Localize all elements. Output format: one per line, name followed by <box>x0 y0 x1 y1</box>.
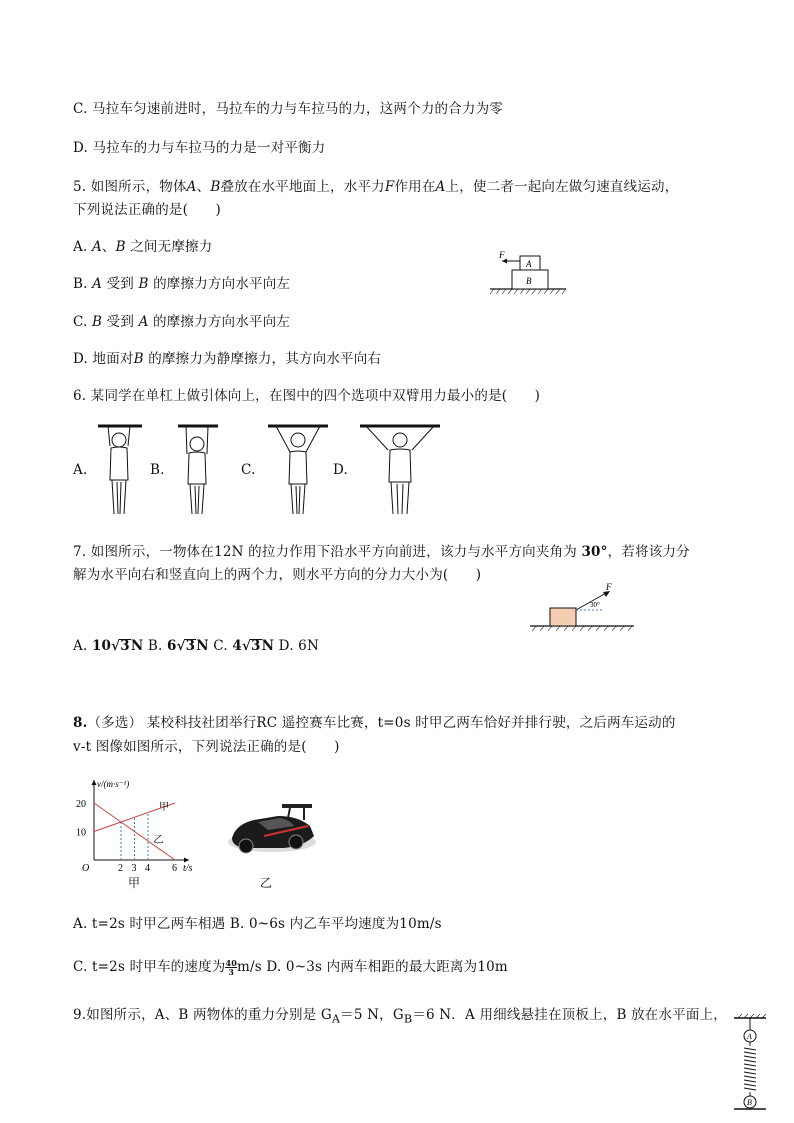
label-a: A <box>526 259 532 269</box>
label-b: B <box>526 276 532 286</box>
q6-label-a: A. <box>73 462 88 478</box>
q9-spring-figure <box>732 1014 768 1120</box>
q6-pullup-figures <box>90 420 450 518</box>
q7-options: A. 10√3N B. 6√3N C. 4√3N D. 6N <box>73 638 319 654</box>
figure-a <box>98 426 142 514</box>
q8-graph-caption: 甲 <box>128 876 141 890</box>
q6-stem: 6. 某同学在单杠上做引体向上，在图中的四个选项中双臂用力最小的是( ) <box>73 388 541 404</box>
q8-option-cd: C. t=2s 时甲车的速度为 $\frac{40}{3}$ m/s D. 0~3s 内两车相距的最大距离为10m <box>73 958 508 977</box>
q9-stem: 9.如图所示，A、B 两物体的重力分别是 $G_A=5$ N，$G_B=6$ N．A 用细线悬挂在顶板上，B 放在水平面上， <box>73 1007 727 1026</box>
x-axis-label: t/s <box>183 863 193 874</box>
q5-stem-line1: 5. 如图所示，物体A、B叠放在水平地面上，水平力F作用在A上，使二者一起向左做匀速直线运动， <box>73 179 679 195</box>
label-f: F <box>606 582 612 592</box>
label-a: A <box>747 1032 752 1041</box>
figure-d <box>360 426 440 514</box>
x-tick-2: 2 <box>118 863 123 874</box>
q5-option-a: A. A、B 之间无摩擦力 <box>73 239 213 255</box>
x-tick-6: 6 <box>172 863 177 874</box>
q8-vt-graph <box>72 776 200 888</box>
y-tick-20: 20 <box>76 799 86 810</box>
q7-stem-line1: 7. 如图所示，一物体在12N 的拉力作用下沿水平方向前进，该力与水平方向夹角为 30°，若将该力分 <box>73 544 690 560</box>
q7-force-figure <box>528 580 636 635</box>
q8-photo-caption: 乙 <box>260 876 273 890</box>
x-axis-arrow <box>184 858 189 863</box>
figure-c <box>268 426 328 514</box>
q6-label-c: C. <box>241 462 256 478</box>
y-axis-arrow <box>92 780 97 785</box>
label-f: F <box>499 250 505 260</box>
label-angle: 30° <box>590 601 600 609</box>
q6-label-d: D. <box>333 462 349 478</box>
q8-option-ab: A. t=2s 时甲乙两车相遇 B. 0~6s 内乙车平均速度为10m/s <box>73 916 442 932</box>
y-tick-10: 10 <box>76 827 86 839</box>
label-b: B <box>747 1098 752 1107</box>
q5-option-d: D. 地面对B 的摩擦力为静摩擦力，其方向水平向右 <box>73 351 382 367</box>
q7-block <box>550 608 576 626</box>
series-label-1: 甲 <box>159 802 169 813</box>
q5-option-c: C. B 受到 A 的摩擦力方向水平向左 <box>73 314 291 330</box>
figure-b <box>178 426 218 514</box>
q8-stem-line2: v-t 图像如图所示，下列说法正确的是( ) <box>73 739 340 755</box>
q5-stem-line2: 下列说法正确的是( ) <box>73 202 221 218</box>
q6-label-b: B. <box>150 462 165 478</box>
x-tick-3: 3 <box>131 863 137 874</box>
q5-option-b: B. A 受到 B 的摩擦力方向水平向左 <box>73 276 291 292</box>
x-tick-4: 4 <box>145 863 150 874</box>
q8-rc-car-image <box>224 798 320 862</box>
series-label-2: 乙 <box>153 834 164 846</box>
spring <box>744 1042 756 1096</box>
q5-blocks-figure <box>488 245 568 297</box>
q8-stem-line1: 8.（多选） 某校科技社团举行RC 遥控赛车比赛，t=0s 时甲乙两车恰好并排行驶，之后两车运动的 <box>73 715 676 731</box>
y-axis-label: v/(m·s⁻¹) <box>97 779 130 789</box>
q7-stem-line2: 解为水平向右和竖直向上的两个力，则水平方向的分力大小为( ) <box>73 567 482 583</box>
q4-option-c: C. 马拉车匀速前进时，马拉车的力与车拉马的力，这两个力的合力为零 <box>73 101 504 117</box>
q4-option-d: D. 马拉车的力与车拉马的力是一对平衡力 <box>73 140 326 156</box>
origin-label: O <box>82 863 90 874</box>
